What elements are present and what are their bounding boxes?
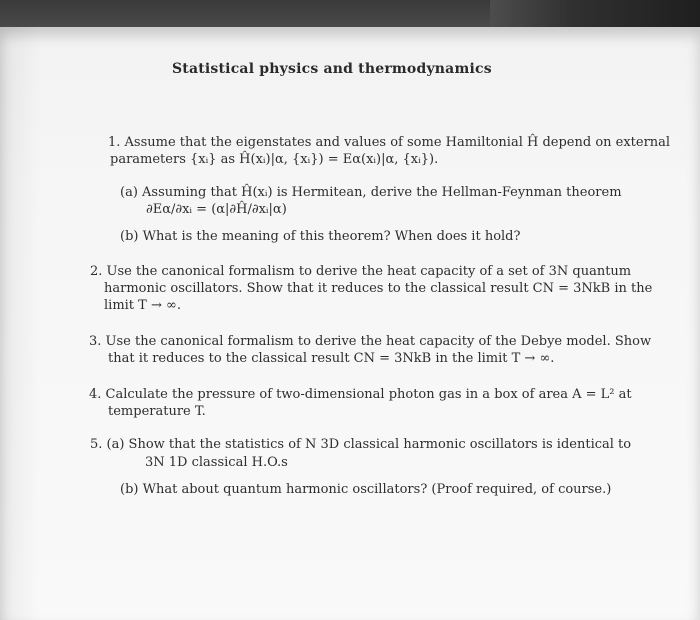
problem-1b-line: (b) What is the meaning of this theorem? When does it hold? bbox=[120, 229, 521, 244]
top-dark-corner bbox=[490, 0, 700, 28]
problem-4-line-2: temperature T. bbox=[108, 404, 206, 419]
problem-1-line-2: parameters {xᵢ} as Ĥ(xᵢ)|α, {xᵢ}) = Eα(xᵢ)|α, {xᵢ}). bbox=[110, 152, 439, 167]
document-title: Statistical physics and thermodynamics bbox=[172, 61, 492, 77]
paper-sheet bbox=[0, 27, 700, 620]
problem-2-line-3: limit T → ∞. bbox=[104, 298, 181, 313]
problem-2-line-1: 2. Use the canonical formalism to derive the heat capacity of a set of 3N quantum bbox=[90, 264, 632, 279]
problem-4-line-1: 4. Calculate the pressure of two-dimensional photon gas in a box of area A = L² at bbox=[89, 387, 632, 402]
problem-1-line-1: 1. Assume that the eigenstates and values of some Hamiltonial Ĥ depend on external bbox=[108, 135, 671, 150]
left-shadow bbox=[0, 27, 40, 620]
problem-3-line-2: that it reduces to the classical result CN = 3NkB in the limit T → ∞. bbox=[108, 351, 555, 366]
problem-5-line-3: (b) What about quantum harmonic oscillators? (Proof required, of course.) bbox=[120, 482, 612, 497]
problem-1a-line-2: ∂Eα/∂xᵢ = (α|∂Ĥ/∂xᵢ|α) bbox=[146, 202, 287, 217]
problem-5-line-2: 3N 1D classical H.O.s bbox=[145, 455, 288, 470]
problem-5-line-1: 5. (a) Show that the statistics of N 3D classical harmonic oscillators is identical to bbox=[90, 437, 632, 452]
problem-1a-line-1: (a) Assuming that Ĥ(xᵢ) is Hermitean, derive the Hellman-Feynman theorem bbox=[120, 185, 622, 200]
problem-2-line-2: harmonic oscillators. Show that it reduces to the classical result CN = 3NkB in the bbox=[104, 281, 653, 296]
problem-3-line-1: 3. Use the canonical formalism to derive the heat capacity of the Debye model. Show bbox=[89, 334, 652, 349]
